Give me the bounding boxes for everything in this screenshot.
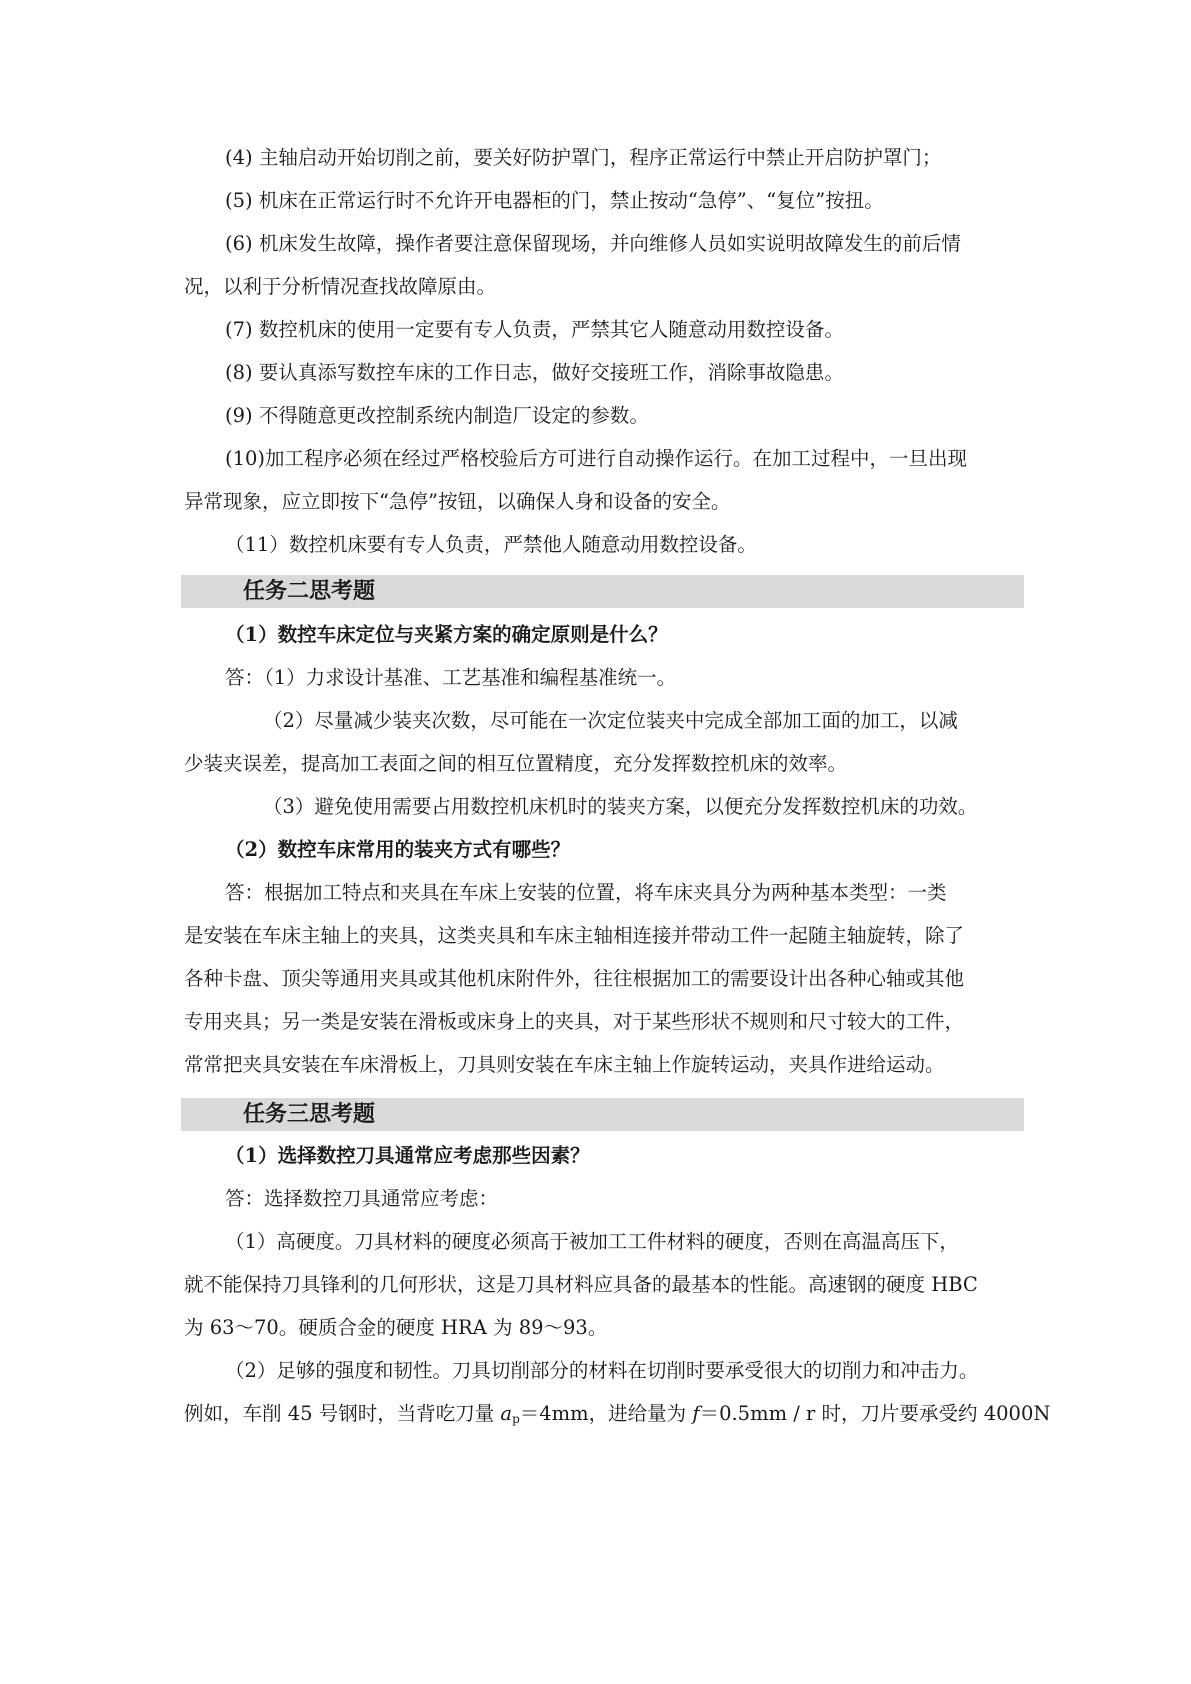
rule-4: (4) 主轴启动开始切削之前，要关好防护罩门，程序正常运行中禁止开启防护罩门；: [225, 146, 942, 169]
section-3-point-1-line-1: （1）高硬度。刀具材料的硬度必须高于被加工工件材料的硬度，否则在高温高压下，: [225, 1230, 959, 1253]
section-2-answer-2-line-2: 是安装在车床主轴上的夹具，这类夹具和车床主轴相连接并带动工件一起随主轴旋转，除了: [184, 924, 965, 947]
section-2-answer-1-line-3: 少装夹误差，提高加工表面之间的相互位置精度，充分发挥数控机床的效率。: [184, 752, 848, 775]
section-2-answer-2-line-5: 常常把夹具安装在车床滑板上，刀具则安装在车床主轴上作旋转运动，夹具作进给运动。: [184, 1053, 945, 1076]
section-2-title: 任务二思考题: [243, 578, 376, 604]
rule-9: (9) 不得随意更改控制系统内制造厂设定的参数。: [225, 404, 649, 427]
section-2-answer-1-line-1: 答：（1）力求设计基准、工艺基准和编程基准统一。: [225, 666, 677, 689]
section-2-question-1: （1）数控车床定位与夹紧方案的确定原则是什么？: [225, 623, 668, 646]
section-3-question-1: （1）选择数控刀具通常应考虑那些因素？: [225, 1144, 590, 1167]
section-2-answer-1-line-2: （2）尽量减少装夹次数，尽可能在一次定位装夹中完成全部加工面的加工，以减: [263, 709, 958, 732]
rule-8: (8) 要认真添写数控车床的工作日志，做好交接班工作，消除事故隐患。: [225, 361, 844, 384]
rule-6-line-2: 况，以利于分析情况查找故障原由。: [184, 275, 497, 298]
text-run: ＝4mm，进给量为: [519, 1402, 693, 1425]
section-2-question-2: （2）数控车床常用的装夹方式有哪些？: [225, 838, 571, 861]
section-2-header: [181, 575, 1024, 608]
section-3-point-1-line-2: 就不能保持刀具锋利的几何形状，这是刀具材料应具备的最基本的性能。高速钢的硬度 HBC: [184, 1273, 978, 1296]
section-2-answer-2-line-3: 各种卡盘、顶尖等通用夹具或其他机床附件外，往往根据加工的需要设计出各种心轴或其他: [184, 967, 965, 990]
rule-7: (7) 数控机床的使用一定要有专人负责，严禁其它人随意动用数控设备。: [225, 318, 844, 341]
section-3-point-2-line-1: （2）足够的强度和韧性。刀具切削部分的材料在切削时要承受很大的切削力和冲击力。: [225, 1359, 979, 1382]
rule-10-line-2: 异常现象，应立即按下“急停”按钮，以确保人身和设备的安全。: [184, 490, 731, 513]
subscript-p: p: [512, 1412, 520, 1426]
section-2-answer-1-line-4: （3）避免使用需要占用数控机床机时的装夹方案，以便充分发挥数控机床的功效。: [263, 795, 978, 818]
rule-11: （11）数控机床要有专人负责，严禁他人随意动用数控设备。: [225, 533, 757, 556]
rule-10-line-1: (10)加工程序必须在经过严格校验后方可进行自动操作运行。在加工过程中，一旦出现: [225, 447, 968, 470]
section-3-header: [181, 1098, 1024, 1131]
text-run: 例如，车削 45 号钢时，当背吃刀量: [184, 1402, 501, 1425]
text-run: ＝0.5mm / r 时，刀片要承受约 4000N: [699, 1402, 1051, 1425]
section-3-point-1-line-3: 为 63～70。硬质合金的硬度 HRA 为 89～93。: [184, 1316, 608, 1339]
section-3-point-2-line-2: [184, 1399, 1051, 1434]
variable-f: f: [692, 1402, 700, 1425]
section-2-answer-2-line-1: 答：根据加工特点和夹具在车床上安装的位置，将车床夹具分为两种基本类型：一类: [225, 881, 947, 904]
section-3-title: 任务三思考题: [243, 1101, 376, 1127]
variable-a: a: [500, 1402, 513, 1425]
rule-6-line-1: (6) 机床发生故障，操作者要注意保留现场，并向维修人员如实说明故障发生的前后情: [225, 232, 961, 255]
section-2-answer-2-line-4: 专用夹具；另一类是安装在滑板或床身上的夹具，对于某些形状不规则和尺寸较大的工件，: [184, 1010, 965, 1033]
section-3-answer-intro: 答：选择数控刀具通常应考虑：: [225, 1187, 499, 1210]
rule-5: (5) 机床在正常运行时不允许开电器柜的门，禁止按动“急停”、“复位”按扭。: [225, 189, 884, 212]
